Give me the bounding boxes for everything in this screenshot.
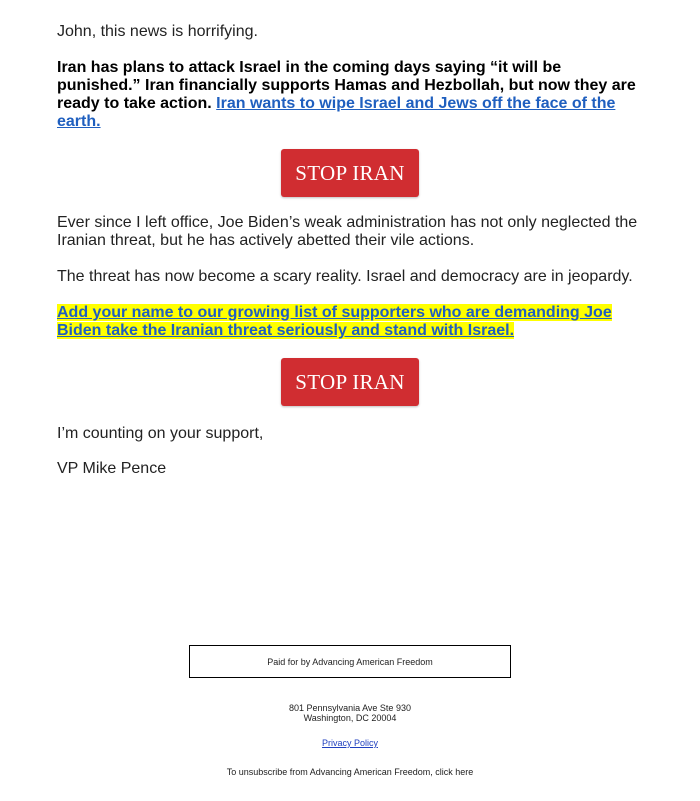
bold-paragraph-text: Iran has plans to attack Israel in the coming days saying “it will be punished.” Iran financially supports Hamas and Hezbollah, but now they are ready to take action.: [57, 59, 636, 112]
paragraph-counting-support: I’m counting on your support,: [57, 425, 264, 442]
paid-for-disclaimer: [189, 645, 511, 678]
address-line-2: Washington, DC 20004: [303, 713, 397, 723]
mailing-address: [0, 703, 700, 723]
highlight-paragraph: [57, 304, 647, 340]
privacy-policy-container: [0, 738, 700, 748]
stop-iran-button[interactable]: STOP IRAN: [281, 149, 419, 197]
privacy-policy-link[interactable]: Privacy Policy: [321, 738, 378, 748]
add-your-name-link[interactable]: Add your name to our growing list of supporters who are demanding Joe Biden take the Iranian threat seriously and stand with Israel.: [57, 304, 612, 339]
paid-for-text: Paid for by Advancing American Freedom: [267, 656, 433, 667]
paragraph-biden-administration: Ever since I left office, Joe Biden’s weak administration has not only neglected the Iranian threat, but he has actively abetted their vile actions.: [57, 214, 638, 249]
unsubscribe-text[interactable]: To unsubscribe from Advancing American Freedom, click here: [226, 767, 474, 777]
greeting-text: John, this news is horrifying.: [57, 23, 258, 40]
bold-paragraph: [57, 59, 647, 131]
signature: VP Mike Pence: [57, 460, 167, 477]
wipe-israel-link[interactable]: Iran wants to wipe Israel and Jews off the face of the earth.: [57, 95, 616, 130]
address-line-1: 801 Pennsylvania Ave Ste 930: [289, 703, 411, 713]
stop-iran-button-2[interactable]: STOP IRAN: [281, 358, 419, 406]
paragraph-threat-reality: The threat has now become a scary reality. Israel and democracy are in jeopardy.: [57, 268, 633, 285]
